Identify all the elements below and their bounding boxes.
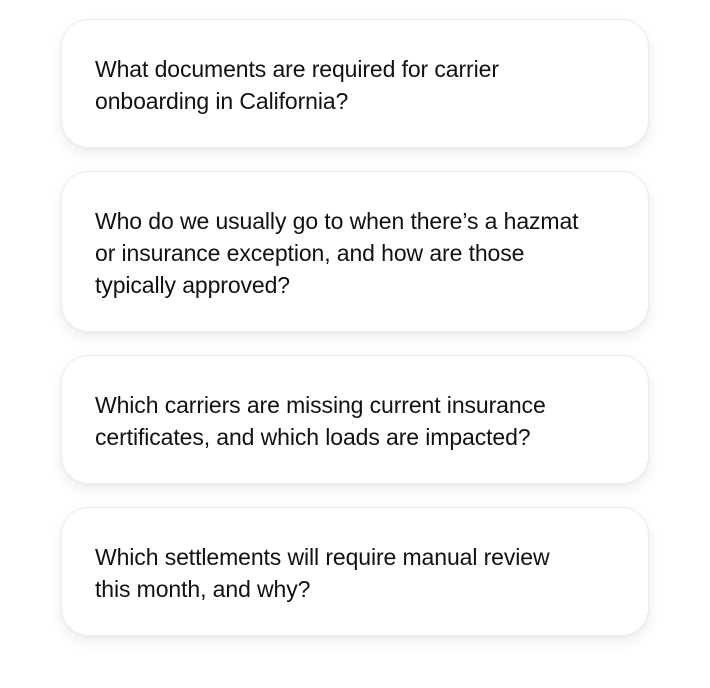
suggestion-card-carrier-onboarding[interactable] [61,19,649,148]
suggestion-card-hazmat-exception[interactable] [61,171,649,332]
suggestion-list [61,19,649,636]
suggestion-text: What documents are required for carrier onboarding in California? [95,56,499,114]
suggestion-text: Which carriers are missing current insurance certificates, and which loads are impacted? [95,392,546,450]
suggestion-card-missing-insurance[interactable] [61,355,649,484]
suggestion-text: Which settlements will require manual review this month, and why? [95,544,550,602]
suggestion-text: Who do we usually go to when there’s a hazmat or insurance exception, and how are those typically approved? [95,208,579,298]
suggestion-card-settlements-review[interactable] [61,507,649,636]
